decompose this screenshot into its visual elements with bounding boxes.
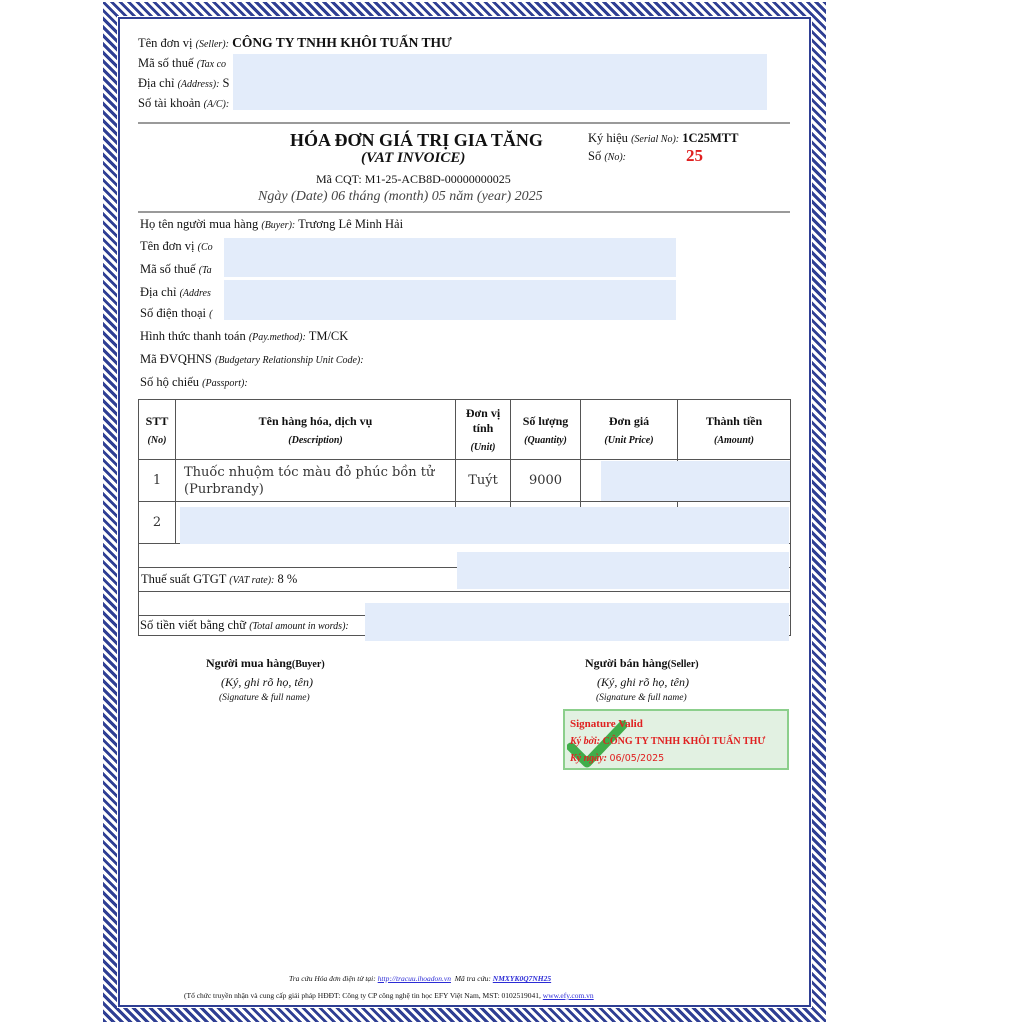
cell-unit: Tuýt: [456, 460, 511, 502]
provider-line: [184, 991, 594, 1000]
redaction: [180, 507, 789, 544]
signed-by: CÔNG TY TNHH KHÔI TUẤN THƯ: [602, 736, 766, 747]
buyer-phone-row: [140, 306, 212, 321]
invoice-number: 25: [686, 146, 703, 165]
serial-row: [588, 131, 738, 146]
redaction: [224, 280, 676, 320]
divider: [138, 122, 790, 124]
number-row: [588, 149, 626, 164]
redaction: [233, 54, 767, 110]
signed-date-row: [570, 753, 664, 764]
table-header-row: [139, 400, 791, 460]
header-text: Đơn vị tính: [465, 406, 501, 435]
label: Mã số thuế: [140, 262, 196, 276]
label-en: (Pay.method):: [248, 332, 306, 343]
label-en: (Serial No):: [631, 134, 680, 145]
buyer-name: Trương Lê Minh Hải: [298, 217, 404, 231]
vat-rate: 8 %: [277, 572, 298, 586]
cell-no: 2: [139, 502, 176, 544]
provider-link[interactable]: www.efy.com.vn: [542, 991, 594, 1000]
cell-no: 1: [139, 460, 176, 502]
label-en: (Buyer): [291, 659, 325, 670]
header-text: Số lượng: [522, 413, 569, 428]
header-unit: [456, 400, 511, 460]
seller-sign-note: (Ký, ghi rõ họ, tên): [597, 675, 689, 689]
buyer-sign-note: (Ký, ghi rõ họ, tên): [221, 675, 313, 689]
header-text-en: (Quantity): [524, 434, 567, 446]
redaction: [457, 552, 789, 589]
label-en: (Ta: [198, 265, 212, 276]
redaction: [224, 238, 676, 277]
label: Số hộ chiếu: [140, 375, 200, 389]
signed-date-label: Ký ngày:: [570, 753, 607, 764]
redaction: [601, 461, 790, 501]
label-en: (No):: [604, 152, 626, 163]
signed-by-label: Ký bởi:: [570, 736, 601, 747]
label: Tra cứu Hóa đơn điện tử tại:: [289, 974, 376, 983]
label-en: (Co: [197, 242, 213, 253]
label-en: (Seller): [667, 659, 699, 670]
buyer-name-row: [140, 217, 403, 232]
invoice-subtitle: (VAT INVOICE): [361, 150, 466, 166]
signed-date: 06/05/2025: [609, 753, 665, 764]
label: Số tiền viết bằng chữ: [140, 618, 247, 632]
header-quantity: [511, 400, 581, 460]
header-text: STT: [145, 413, 169, 428]
seller-name: CÔNG TY TNHH KHÔI TUẤN THƯ: [232, 35, 452, 50]
buyer-sign-title: [206, 656, 325, 671]
header-text: Tên hàng hóa, dịch vụ: [258, 413, 373, 428]
pay-method: TM/CK: [308, 329, 349, 343]
label: Số: [588, 149, 602, 163]
header-text-en: (No): [147, 434, 167, 446]
label-en: (Seller):: [195, 39, 229, 50]
signature-valid-label: Signature Valid: [570, 718, 643, 730]
label: Người mua hàng: [206, 656, 292, 670]
label: Mã tra cứu:: [454, 974, 491, 983]
header-unit-price: [581, 400, 678, 460]
header-text: Thành tiền: [705, 413, 763, 428]
label-en: (Budgetary Relationship Unit Code):: [215, 355, 364, 366]
lookup-line: [289, 974, 551, 983]
lookup-link[interactable]: http://tracuu.ihoadon.vn: [377, 974, 451, 983]
seller-address-row: [138, 76, 230, 91]
divider: [138, 211, 790, 213]
cqt-code: Mã CQT: M1-25-ACB8D-00000000025: [316, 172, 511, 186]
label: Thuế suất GTGT: [141, 572, 227, 586]
header-amount: [678, 400, 791, 460]
header-text-en: (Amount): [713, 434, 754, 446]
label-en: (Address):: [177, 79, 220, 90]
label: Địa chỉ: [140, 285, 177, 299]
label: Người bán hàng: [585, 656, 668, 670]
label-en: (: [209, 309, 213, 320]
label: Mã số thuế: [138, 56, 194, 70]
header-text-en: (Unit): [470, 442, 496, 453]
label: Tên đơn vị: [138, 36, 193, 50]
label: Tên đơn vị: [140, 239, 195, 253]
label-en: (Buyer):: [261, 220, 296, 231]
label: Hình thức thanh toán: [140, 329, 246, 343]
signed-by-row: [570, 736, 765, 747]
label-en: (VAT rate):: [229, 575, 275, 586]
redaction: [365, 603, 789, 641]
buyer-unit-row: [140, 239, 213, 254]
seller-sign-title: [585, 656, 699, 671]
label: Số điện thoại: [140, 306, 206, 320]
buyer-address-row: [140, 285, 211, 300]
label-en: (Total amount in words):: [249, 621, 349, 632]
seller-name-row: [138, 35, 452, 51]
buyer-tax-row: [140, 262, 212, 277]
seller-tax-row: [138, 56, 226, 71]
digital-signature-box[interactable]: [563, 709, 789, 770]
cell-description: Thuốc nhuộm tóc màu đỏ phúc bồn tử (Purbrandy): [176, 460, 456, 502]
label: Số tài khoản: [138, 96, 201, 110]
label-en: (A/C):: [203, 99, 230, 110]
seller-address: S: [222, 76, 230, 90]
header-text-en: (Unit Price): [604, 434, 654, 446]
header-description: [176, 400, 456, 460]
seller-sign-note-en: (Signature & full name): [596, 693, 687, 703]
header-text-en: (Description): [288, 434, 343, 446]
lookup-code[interactable]: NMXYK0Q7NH25: [492, 974, 552, 983]
buyer-sign-note-en: (Signature & full name): [219, 693, 310, 703]
invoice-date: Ngày (Date) 06 tháng (month) 05 năm (year) 2025: [258, 189, 543, 204]
header-no: [139, 400, 176, 460]
budget-code-row: [140, 352, 364, 367]
label: Ký hiệu: [588, 131, 628, 145]
header-text: Đơn giá: [608, 413, 650, 428]
label: Họ tên người mua hàng: [140, 217, 259, 231]
cell-quantity: 9000: [511, 460, 581, 502]
seller-account-row: [138, 96, 229, 111]
serial-number: 1C25MTT: [682, 131, 739, 145]
provider-text: (Tổ chức truyền nhận và cung cấp giải pháp HĐĐT: Công ty CP công nghệ tin học EFY Việt Nam, MST: 0102519041,: [184, 991, 541, 1000]
label-en: (Passport):: [202, 378, 248, 389]
label-en: (Addres: [179, 288, 211, 299]
pay-method-row: [140, 329, 348, 344]
label: Mã ĐVQHNS: [140, 352, 212, 366]
passport-row: [140, 375, 248, 390]
invoice-title: HÓA ĐƠN GIÁ TRỊ GIA TĂNG: [290, 130, 543, 150]
label: Địa chỉ: [138, 76, 175, 90]
label-en: (Tax co: [196, 59, 227, 70]
